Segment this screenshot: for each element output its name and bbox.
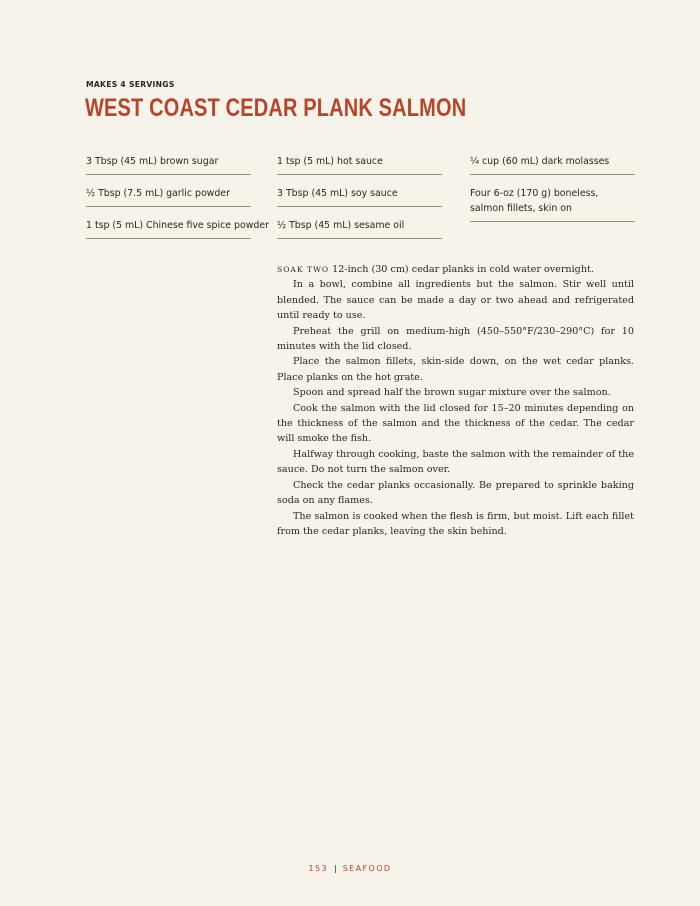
ingredient-item: 3 Tbsp (45 mL) soy sauce bbox=[277, 184, 442, 207]
ingredients-column-1 bbox=[86, 152, 269, 248]
ingredient-item: 3 Tbsp (45 mL) brown sugar bbox=[86, 152, 251, 175]
method-step: Check the cedar planks occasionally. Be prepared to sprinkle baking soda on any flames. bbox=[277, 479, 634, 507]
method-step-text: 12-inch (30 cm) cedar planks in cold water overnight. bbox=[329, 264, 594, 275]
recipe-title: WEST COAST CEDAR PLANK SALMON bbox=[85, 94, 467, 122]
ingredient-item: 1 tsp (5 mL) hot sauce bbox=[277, 152, 442, 175]
method-lead-in: SOAK TWO bbox=[277, 265, 330, 274]
ingredients-column-3 bbox=[470, 152, 635, 231]
footer-separator: | bbox=[334, 864, 337, 873]
servings-label: MAKES 4 SERVINGS bbox=[86, 80, 175, 89]
page-number: 153 bbox=[308, 864, 328, 873]
page-footer bbox=[0, 864, 700, 873]
ingredient-item: ¼ cup (60 mL) dark molasses bbox=[470, 152, 635, 175]
method-step: Spoon and spread half the brown sugar mixture over the salmon. bbox=[293, 387, 611, 399]
method-step: Halfway through cooking, baste the salmon with the remainder of the sauce. Do not turn the salmon over. bbox=[277, 448, 634, 476]
method-text bbox=[277, 262, 634, 539]
method-step: The salmon is cooked when the flesh is firm, but moist. Lift each fillet from the cedar planks, leaving the skin behind. bbox=[277, 510, 634, 537]
ingredient-item: 1 tsp (5 mL) Chinese five spice powder bbox=[86, 216, 251, 239]
method-step: Cook the salmon with the lid closed for 15–20 minutes depending on the thickness of the salmon and the thickness of the cedar. The cedar will smoke the fish. bbox=[277, 402, 634, 445]
section-name: SEAFOOD bbox=[342, 864, 392, 873]
method-step bbox=[277, 262, 634, 277]
ingredient-item: Four 6-oz (170 g) boneless, salmon fillets, skin on bbox=[470, 184, 635, 222]
method-step: In a bowl, combine all ingredients but the salmon. Stir well until blended. The sauce can be made a day or two ahead and refrigerated until ready to use. bbox=[277, 279, 634, 322]
method-step: Place the salmon fillets, skin-side down, on the wet cedar planks. Place planks on the hot grate. bbox=[277, 356, 634, 383]
ingredients-column-2 bbox=[277, 152, 442, 248]
method-step: Preheat the grill on medium-high (450–550°F/230–290°C) for 10 minutes with the lid closed. bbox=[277, 325, 634, 353]
ingredient-item: ½ Tbsp (7.5 mL) garlic powder bbox=[86, 184, 251, 207]
ingredient-item: ½ Tbsp (45 mL) sesame oil bbox=[277, 216, 442, 239]
